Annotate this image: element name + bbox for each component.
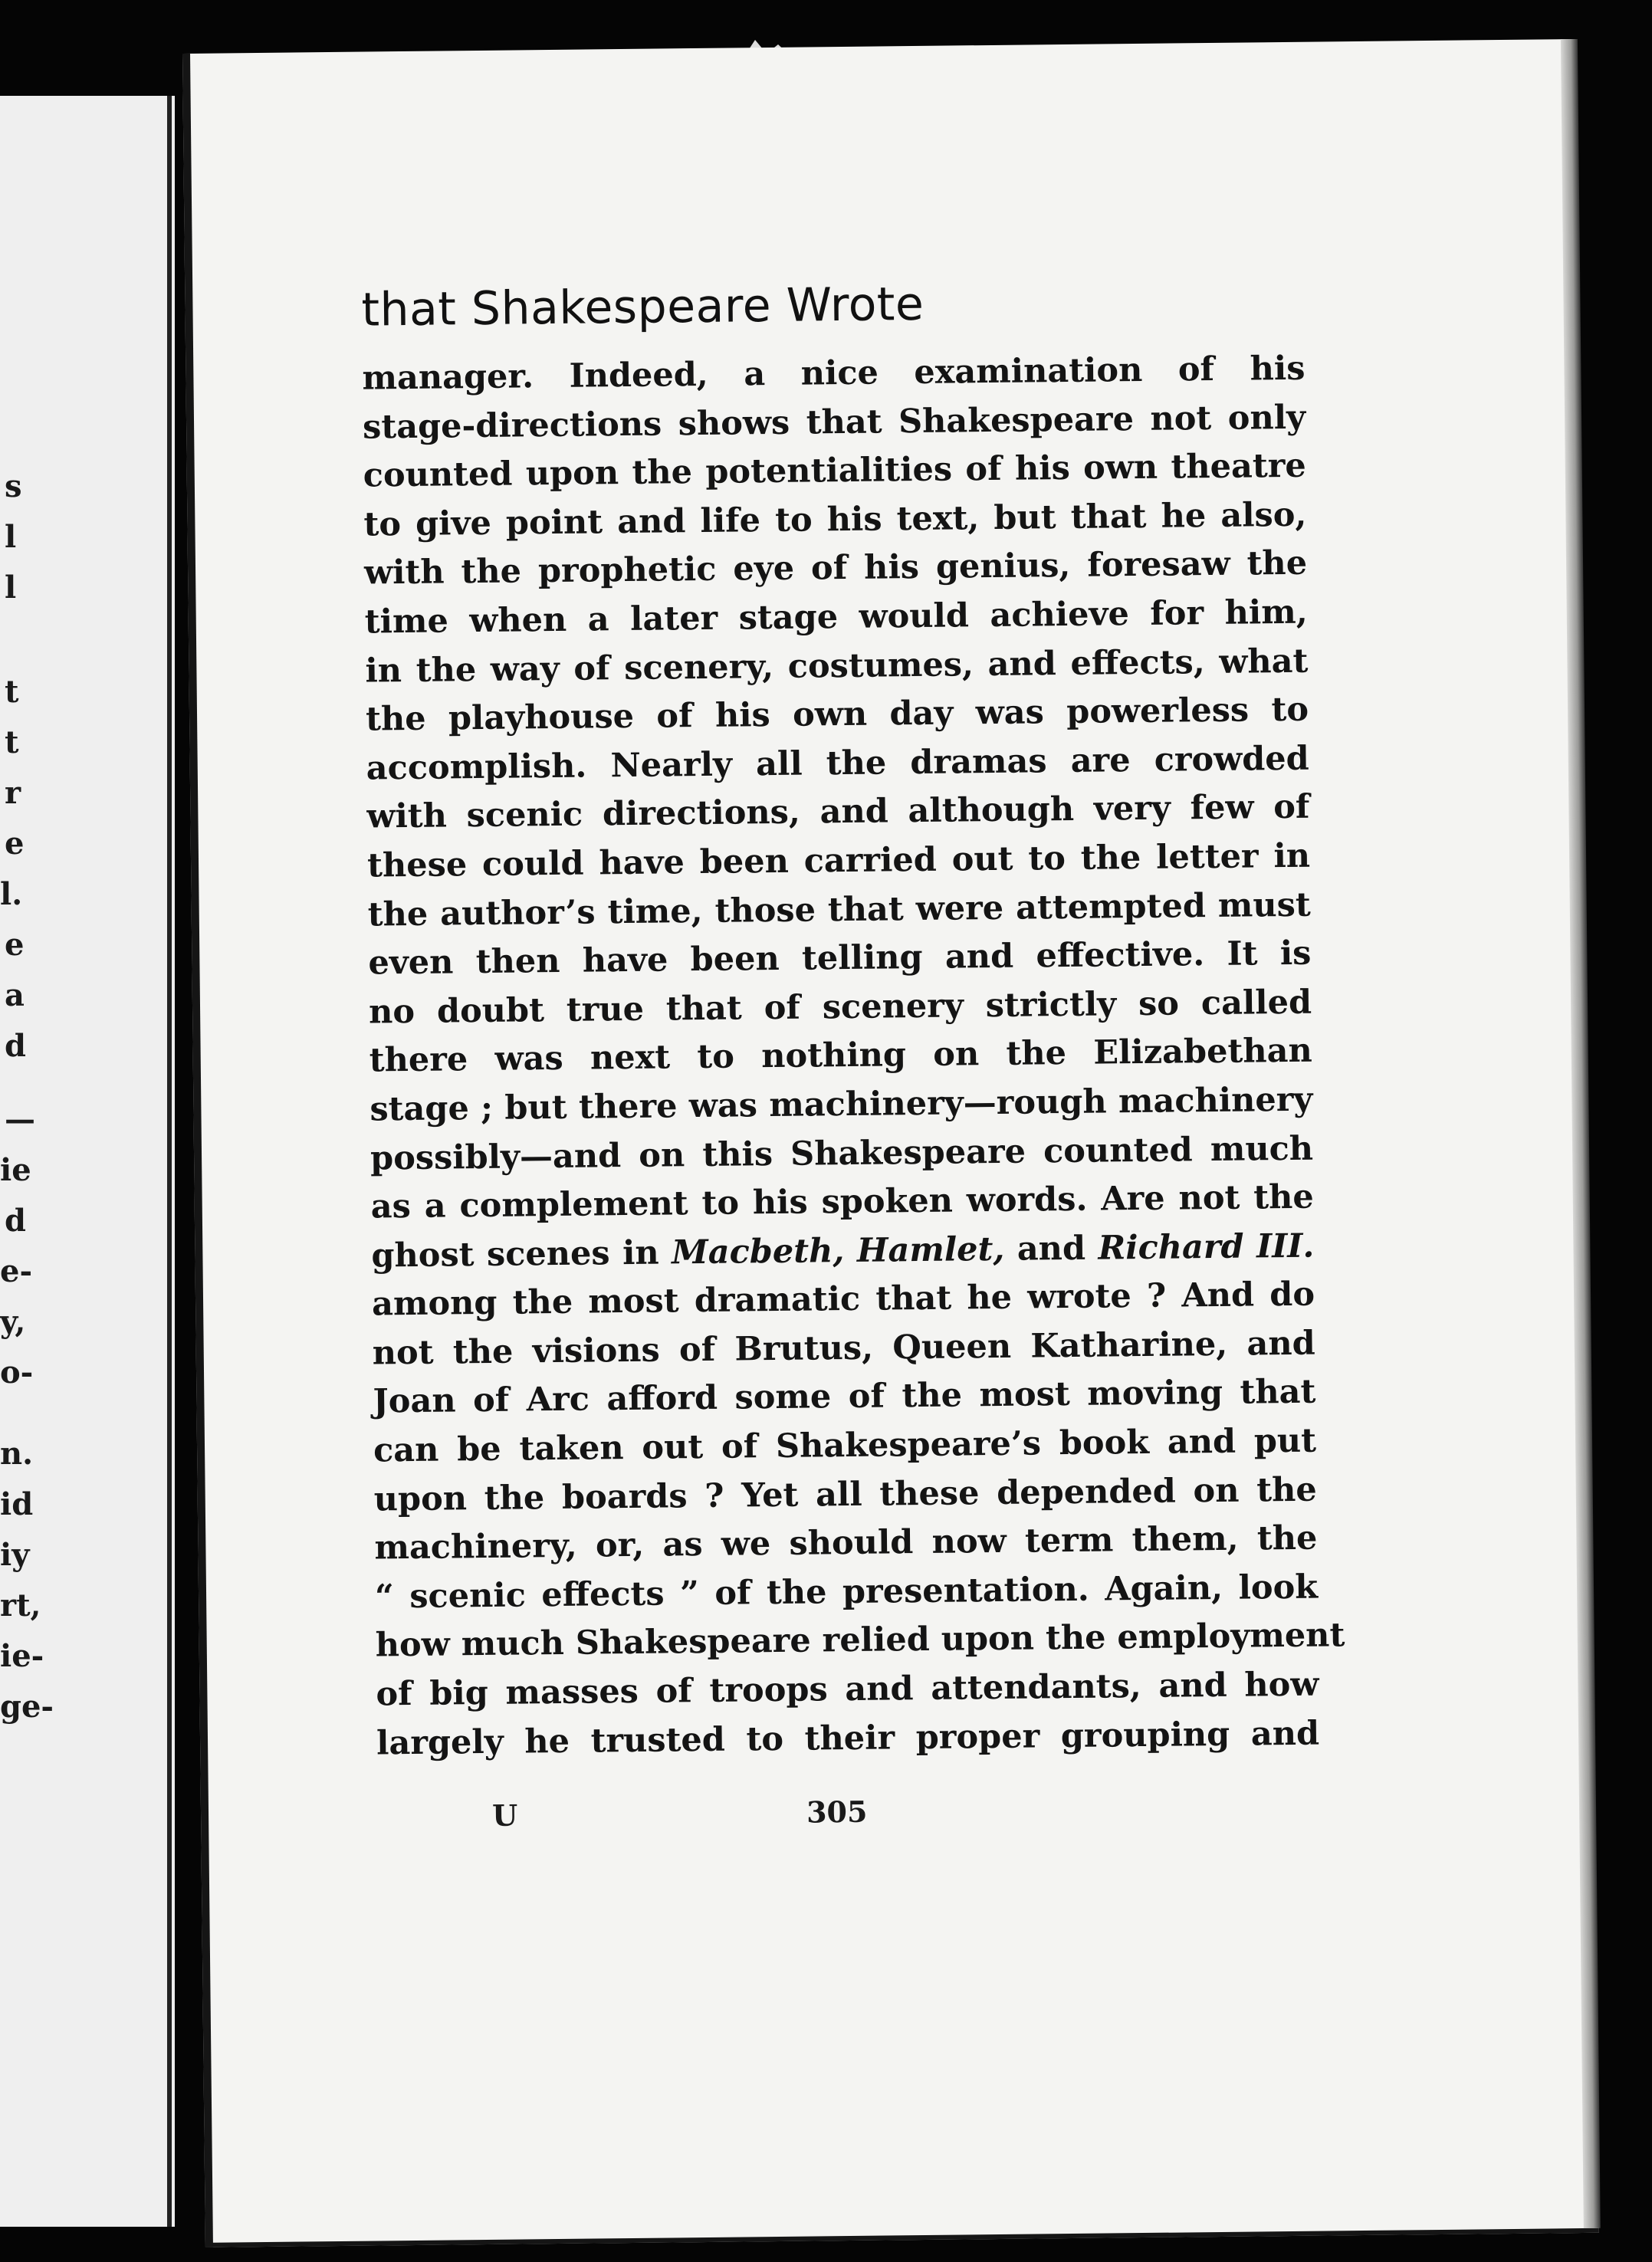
facing-page-text-fragment: n. [0, 1436, 34, 1472]
facing-page-text-fragment: y, [0, 1304, 26, 1340]
text-line: the playhouse of his own day was powerless to [365, 690, 1309, 739]
facing-page-text-fragment: t [5, 674, 19, 710]
text-line: no doubt true that of scenery strictly so called [368, 983, 1312, 1032]
text-line: can be taken out of Shakespeare’s book and put [373, 1421, 1317, 1470]
facing-page-text-fragment: ie [0, 1152, 31, 1188]
body-text [362, 345, 1345, 1768]
facing-page-text-fragment: d [5, 1028, 26, 1064]
text-line: how much Shakespeare relied upon the employment [375, 1616, 1345, 1665]
text-line: largely he trusted to their proper grouping and [376, 1714, 1320, 1763]
text-line: these could have been carried out to the letter in [366, 836, 1311, 885]
text-line: manager. Indeed, a nice examination of his [362, 349, 1306, 398]
facing-page-text-fragment: id [0, 1486, 34, 1522]
play-title-richard-iii: Richard III. [1098, 1226, 1315, 1268]
facing-page-text-fragment: l [5, 519, 17, 555]
facing-page-text-fragment: e [5, 826, 25, 862]
facing-page-text-fragment: e- [0, 1253, 33, 1289]
text-line: with scenic directions, and although very few of [366, 788, 1310, 836]
facing-page-text-fragment: rt, [0, 1587, 41, 1623]
play-title-macbeth: Macbeth, [671, 1231, 845, 1272]
text-line: possibly—and on this Shakespeare counted much [369, 1129, 1314, 1178]
facing-page-text-fragment: ge- [0, 1689, 54, 1725]
facing-page-text-fragment: r [5, 775, 21, 811]
text-line: machinery, or, as we should now term them, the [374, 1518, 1318, 1568]
page-footer [377, 1790, 1321, 1846]
text-line: among the most dramatic that he wrote ? And do [371, 1275, 1315, 1324]
text-line: accomplish. Nearly all the dramas are crowded [366, 739, 1309, 788]
text-line: time when a later stage would achieve for him, [364, 593, 1308, 642]
text-line: of big masses of troops and attendants, and how [376, 1665, 1319, 1714]
text-line: stage-directions shows that Shakespeare not only [362, 398, 1306, 447]
facing-page-text-fragment: t [5, 724, 19, 760]
text-segment [844, 1232, 857, 1270]
page-number: 305 [806, 1794, 868, 1830]
facing-page-text-fragment: e [5, 927, 25, 963]
running-head: that Shakespeare Wrote [361, 277, 925, 337]
text-line: not the visions of Brutus, Queen Katharine, and [372, 1324, 1315, 1373]
text-line: to give point and life to his text, but that he also, [363, 495, 1307, 544]
facing-page-text-fragment: l [5, 570, 17, 606]
text-segment: ghost scenes in [371, 1233, 672, 1275]
facing-page-text-fragment: ie- [0, 1638, 44, 1674]
text-line: there was next to nothing on the Elizabethan [369, 1031, 1312, 1080]
text-segment: and [1004, 1229, 1099, 1269]
facing-page-text-fragment: o- [0, 1354, 34, 1390]
gutter-line [167, 96, 172, 2227]
signature-mark: U [491, 1797, 518, 1833]
facing-page-fragment [0, 96, 175, 2227]
text-line: counted upon the potentialities of his own theatre [363, 446, 1306, 495]
text-line: “ scenic effects ” of the presentation. Again, look [374, 1568, 1319, 1617]
text-line: even then have been telling and effective. It is [368, 934, 1312, 983]
facing-page-text-fragment: l. [0, 876, 23, 912]
text-line: in the way of scenery, costumes, and effects, what [365, 642, 1309, 691]
text-line: stage ; but there was machinery—rough machinery [369, 1080, 1313, 1129]
facing-page-text-fragment: d [5, 1203, 26, 1239]
text-line: as a complement to his spoken words. Are not the [370, 1177, 1314, 1226]
text-line: Joan of Arc afford some of the most moving that [373, 1373, 1316, 1421]
book-page [182, 39, 1599, 2247]
facing-page-text-fragment: a [5, 977, 25, 1013]
text-line: with the prophetic eye of his genius, foresaw the [363, 544, 1308, 593]
facing-page-text-fragment: — [5, 1101, 35, 1138]
text-line: the author’s time, those that were attempted must [367, 885, 1311, 934]
play-title-hamlet: Hamlet, [856, 1229, 1005, 1270]
facing-page-text-fragment: iy [0, 1537, 30, 1573]
text-line: upon the boards ? Yet all these depended on the [373, 1470, 1317, 1519]
facing-page-text-fragment: s [5, 468, 22, 504]
